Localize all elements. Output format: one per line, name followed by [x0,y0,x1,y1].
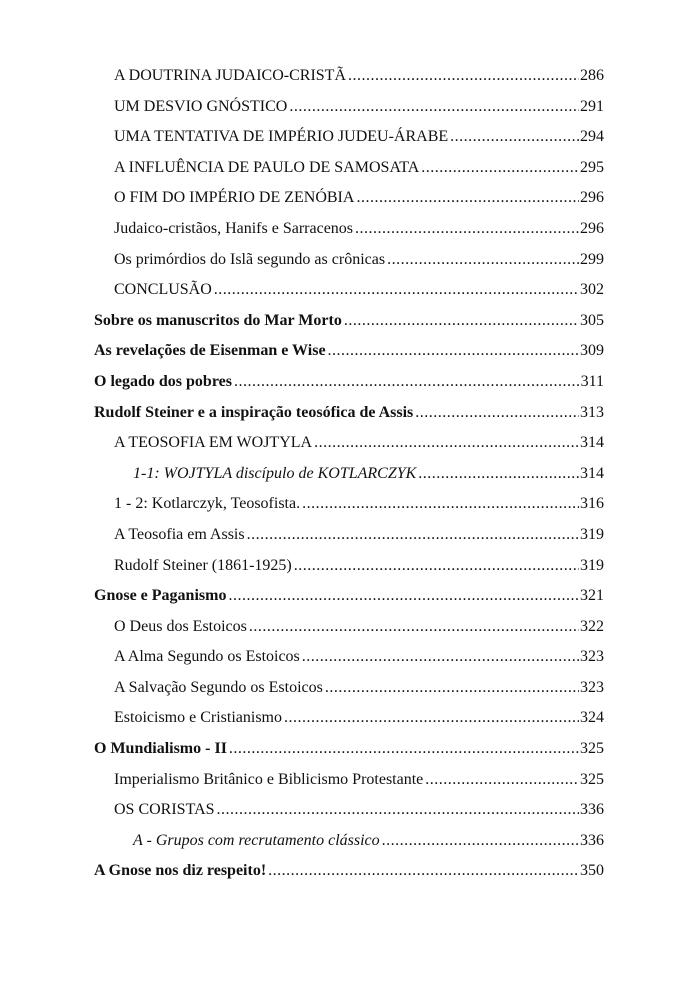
dot-leader [314,428,579,459]
toc-entry-title: A Teosofia em Assis [114,525,245,543]
toc-entry-page-number: 336 [580,831,604,849]
dot-leader [229,734,579,765]
toc-entry-row [114,673,604,704]
toc-entry[interactable] [0,703,697,734]
dot-leader [217,795,579,826]
toc-entry-row [114,92,604,123]
toc-entry[interactable] [0,520,697,551]
toc-entry-page-number: 311 [580,372,604,390]
toc-entry-page-number: 291 [580,97,604,115]
dot-leader [425,765,579,796]
toc-entry-page-number: 316 [580,495,604,513]
toc-entry-row [114,183,604,214]
toc-entry-title: Sobre os manuscritos do Mar Morto [94,311,342,329]
toc-entry-page-number: 319 [580,556,604,574]
dot-leader [387,245,579,276]
toc-entry-title: As revelações de Eisenman e Wise [94,342,326,360]
dot-leader [249,612,579,643]
toc-entry-page-number: 314 [580,464,604,482]
dot-leader [328,336,579,367]
dot-leader [289,92,579,123]
toc-entry-title: A DOUTRINA JUDAICO-CRISTÃ [114,67,347,84]
toc-entry-title: OS CORISTAS [114,801,215,819]
toc-entry-title: 1-1: WOJTYLA discípulo de KOTLARCZYK [133,464,417,482]
toc-entry[interactable] [0,398,697,429]
dot-leader [247,520,579,551]
toc-entry-row [94,306,604,337]
toc-entry-title: O legado dos pobres [94,372,232,390]
toc-entry[interactable] [0,61,697,92]
toc-entry-title: Gnose e Paganismo [94,587,227,605]
dot-leader [344,306,579,337]
toc-entry[interactable] [0,734,697,765]
toc-entry-row [94,367,604,398]
toc-entry[interactable] [0,551,697,582]
toc-entry-page-number: 323 [580,648,604,666]
toc-entry-page-number: 294 [580,128,604,146]
toc-entry-title: UM DESVIO GNÓSTICO [114,97,288,115]
dot-leader [348,61,579,92]
toc-entry-row [114,489,604,520]
toc-entry[interactable] [0,92,697,123]
toc-entry-page-number: 296 [580,189,604,207]
toc-entry-page-number: 325 [580,770,604,788]
dot-leader [268,856,579,887]
toc-entry-row [114,275,604,306]
toc-entry-page-number: 299 [580,250,604,268]
toc-entry-row [94,856,604,887]
toc-entry[interactable] [0,765,697,796]
toc-entry-row [94,581,604,612]
toc-entry-title: A Salvação Segundo os Estoicos [114,678,323,696]
toc-entry[interactable] [0,673,697,704]
toc-entry-page-number: 309 [580,342,604,360]
toc-entry-row [114,153,604,184]
toc-entry-page-number: 325 [580,740,604,758]
toc-entry-page-number: 321 [580,587,604,605]
dot-leader [325,673,579,704]
toc-entry[interactable] [0,856,697,887]
toc-entry-page-number: 313 [580,403,604,421]
toc-entry-title: Imperialismo Britânico e Biblicismo Protestante [114,770,424,788]
toc-entry[interactable] [0,214,697,245]
toc-entry-row [114,642,604,673]
toc-entry-title: 1 - 2: Kotlarczyk, Teosofista. [114,495,301,513]
toc-entry[interactable] [0,183,697,214]
dot-leader [214,275,579,306]
toc-entry-row [94,336,604,367]
toc-entry-title: A Gnose nos diz respeito! [94,862,267,880]
toc-entry-row [114,520,604,551]
toc-entry[interactable] [0,459,697,490]
dot-leader [450,122,579,153]
toc-entry-row [114,612,604,643]
toc-entry-row [114,245,604,276]
toc-entry-page-number: 305 [580,311,604,329]
toc-entry-page-number: 322 [580,617,604,635]
toc-entry-row [114,703,604,734]
toc-entry-title: A - Grupos com recrutamento clássico [133,831,380,849]
toc-entry-page-number: 302 [580,281,604,299]
toc-entry-title: A Alma Segundo os Estoicos [114,648,300,666]
toc-entry-page-number: 286 [580,67,604,84]
dot-leader [294,551,579,582]
toc-entry[interactable] [0,306,697,337]
toc-entry-page-number: 336 [580,801,604,819]
toc-entry-page-number: 319 [580,525,604,543]
toc-entry[interactable] [0,489,697,520]
toc-entry[interactable] [0,245,697,276]
dot-leader [415,398,579,429]
toc-entry-row [114,122,604,153]
toc-entry-title: A INFLUÊNCIA DE PAULO DE SAMOSATA [114,158,420,176]
toc-entry-title: A TEOSOFIA EM WOJTYLA [114,434,313,452]
dot-leader [302,642,579,673]
toc-entry-title: Rudolf Steiner (1861-1925) [114,556,292,574]
toc-entry-page-number: 324 [580,709,604,727]
toc-entry[interactable] [0,795,697,826]
toc-entry-row [114,214,604,245]
toc-entry[interactable] [0,367,697,398]
dot-leader [355,214,579,245]
dot-leader [302,489,579,520]
toc-entry-row [94,734,604,765]
toc-entry-title: Os primórdios do Islã segundo as crônicas [114,250,386,268]
toc-entry[interactable] [0,428,697,459]
toc-entry-row [114,61,604,92]
dot-leader [228,581,579,612]
toc-entry-row [133,826,604,857]
toc-entry-page-number: 323 [580,678,604,696]
toc-entry-page-number: 350 [580,862,604,880]
toc-entry[interactable] [0,612,697,643]
toc-entry-title: UMA TENTATIVA DE IMPÉRIO JUDEU-ÁRABE [114,128,449,146]
toc-entry-page-number: 296 [580,219,604,237]
toc-entry-title: Rudolf Steiner e a inspiração teosófica de Assis [94,403,414,421]
toc-entry[interactable] [0,581,697,612]
toc-entry-row [94,398,604,429]
toc-entry-row [114,551,604,582]
toc-entry-row [114,795,604,826]
toc-entry[interactable] [0,153,697,184]
dot-leader [382,826,579,857]
toc-entry-title: O FIM DO IMPÉRIO DE ZENÓBIA [114,189,355,207]
toc-entry-title: Estoicismo e Cristianismo [114,709,282,727]
dot-leader [356,183,579,214]
toc-entry-row [114,428,604,459]
toc-entry-page-number: 314 [580,434,604,452]
dot-leader [418,459,579,490]
dot-leader [234,367,580,398]
toc-entry[interactable] [0,122,697,153]
dot-leader [421,153,579,184]
toc-entry-title: CONCLUSÃO [114,281,212,299]
dot-leader [284,703,579,734]
toc-entry[interactable] [0,826,697,857]
toc-entry[interactable] [0,336,697,367]
toc-entry[interactable] [0,275,697,306]
toc-entry-row [114,765,604,796]
toc-entry-row [133,459,604,490]
toc-entry-title: O Mundialismo - II [94,740,227,758]
toc-entry-title: O Deus dos Estoicos [114,617,247,635]
toc-entry-page-number: 295 [580,158,604,176]
table-of-contents [0,61,697,887]
toc-entry-title: Judaico-cristãos, Hanifs e Sarracenos [114,219,354,237]
toc-entry[interactable] [0,642,697,673]
